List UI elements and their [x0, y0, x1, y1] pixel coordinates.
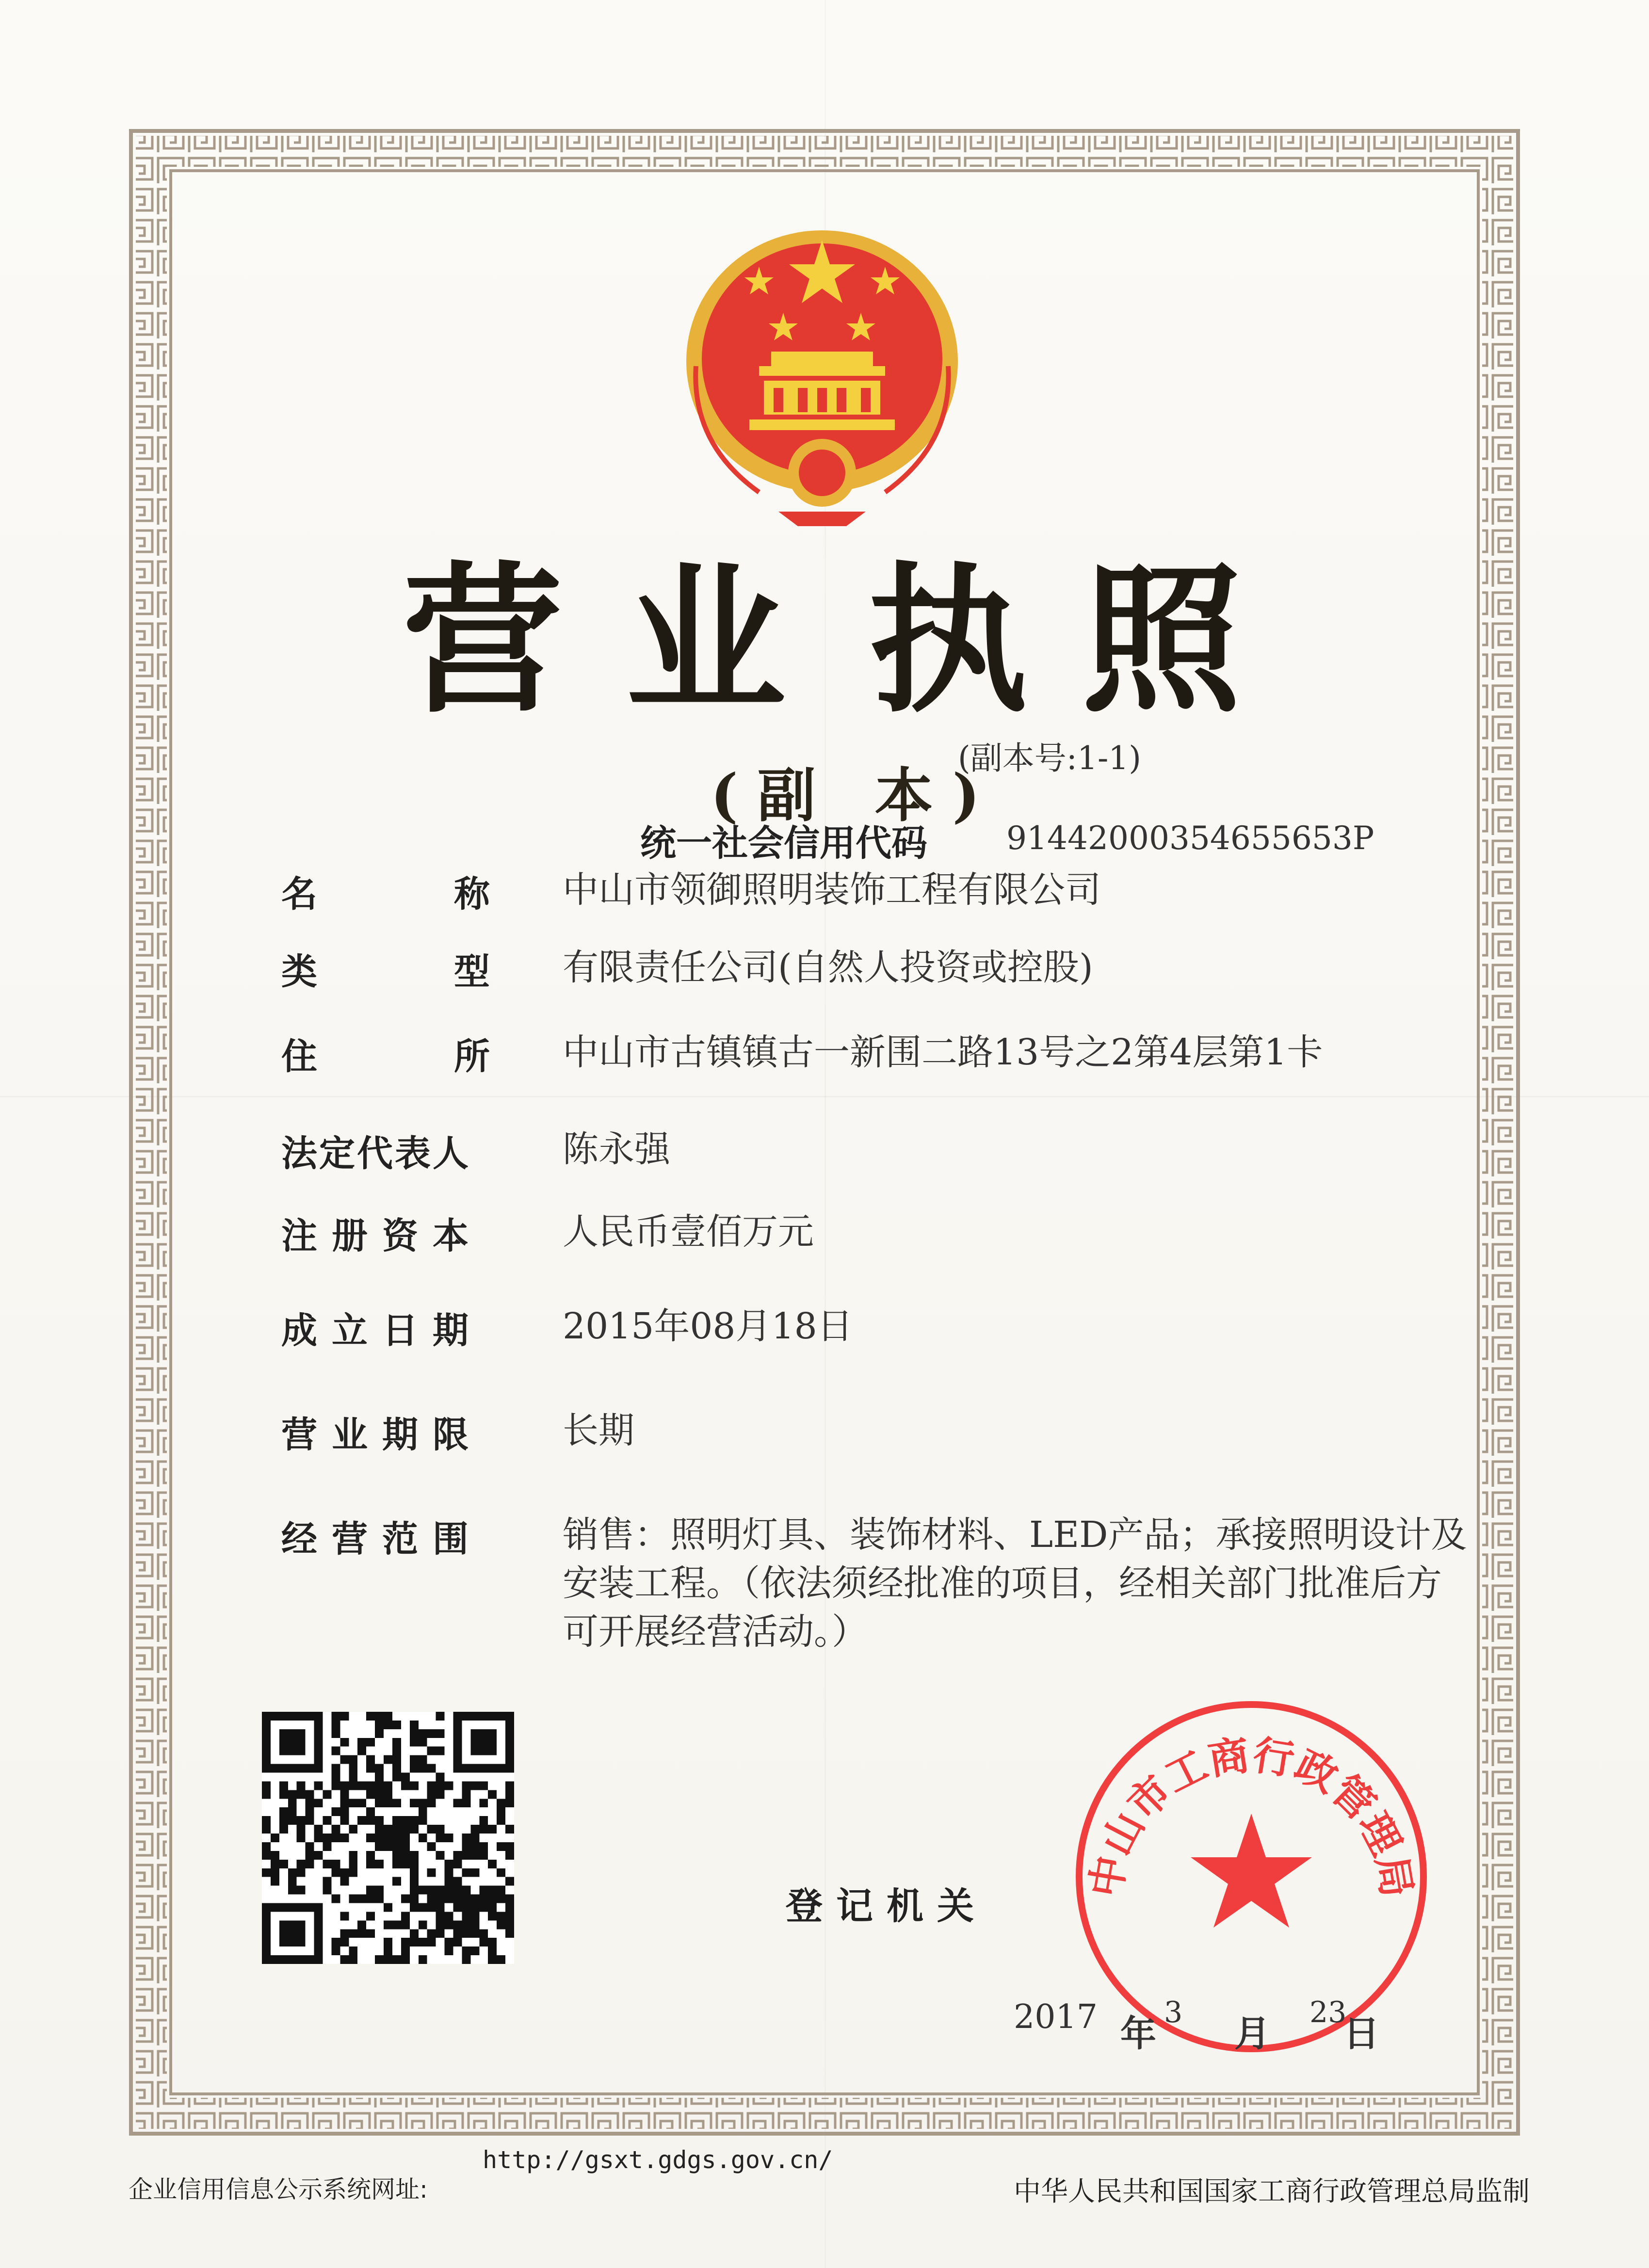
field-value-term: 长期 — [563, 1410, 634, 1451]
field-label-name: 名 称 — [281, 873, 490, 915]
certificate-title — [0, 543, 1649, 737]
title-char: 照 — [1082, 546, 1242, 734]
field-value-capital: 人民币壹佰万元 — [563, 1211, 814, 1253]
field-value-established: 2015年08月18日 — [563, 1305, 853, 1347]
copy-subtitle: (副 本) — [711, 761, 1000, 830]
field-label-term: 营业期限 — [281, 1414, 483, 1456]
copy-number: (副本号:1-1) — [958, 740, 1142, 777]
issue-month-char: 月 — [1234, 2013, 1270, 2055]
credit-code-label: 统一社会信用代码 — [640, 822, 927, 864]
footer-url-link[interactable]: http://gsxt.gdgs.gov.cn/ — [483, 2146, 833, 2174]
field-label-established: 成立日期 — [281, 1310, 483, 1351]
field-label-capital: 注册资本 — [281, 1215, 483, 1257]
qr-code[interactable] — [262, 1712, 514, 1964]
issue-year-char: 年 — [1120, 2013, 1156, 2055]
field-label-type: 类 型 — [281, 951, 490, 993]
title-char: 营 — [403, 546, 563, 734]
field-label-legal-rep: 法定代表人 — [281, 1133, 470, 1174]
title-char: 执 — [868, 546, 1028, 734]
credit-code-value: 91442000354655653P — [1006, 820, 1374, 857]
field-value-scope: 销售：照明灯具、装饰材料、LED产品；承接照明设计及安装工程。（依法须经批准的项目，经相关部门批准后方可开展经营活动。） — [563, 1514, 1467, 1653]
field-value-legal-rep: 陈永强 — [563, 1128, 670, 1170]
national-emblem-icon — [662, 221, 982, 531]
footer-supervisor: 中华人民共和国国家工商行政管理总局监制 — [1014, 2176, 1530, 2207]
issue-year: 2017 — [1014, 1998, 1098, 2036]
issue-month: 3 — [1164, 1995, 1183, 2029]
registration-authority: 登记机关 — [786, 1884, 987, 1928]
field-label-address: 住 所 — [281, 1036, 490, 1078]
field-label-scope: 经营范围 — [281, 1518, 483, 1560]
seal-text: 中山市工商行政管理局 — [1081, 1731, 1422, 1901]
issue-day-char: 日 — [1343, 2013, 1379, 2055]
field-value-type: 有限责任公司(自然人投资或控股) — [563, 947, 1093, 988]
field-value-address: 中山市古镇镇古一新围二路13号之2第4层第1卡 — [563, 1031, 1323, 1073]
field-value-name: 中山市领御照明装饰工程有限公司 — [563, 869, 1101, 911]
title-char: 业 — [626, 546, 786, 734]
footer-site-label: 企业信用信息公示系统网址: — [129, 2175, 428, 2204]
issue-day: 23 — [1310, 1995, 1347, 2029]
